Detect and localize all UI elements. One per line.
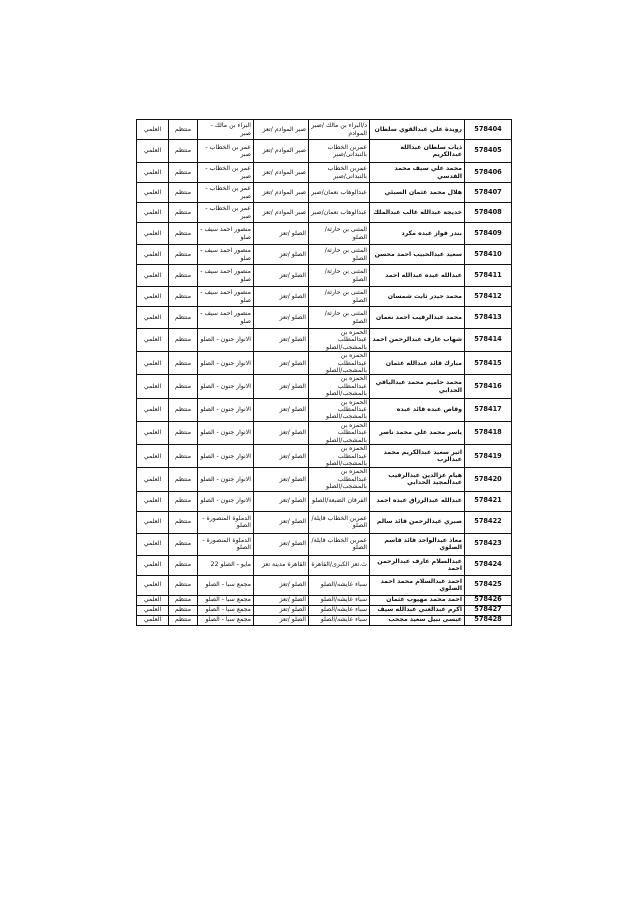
table-row <box>137 468 512 491</box>
seat-number-cell: 578415 <box>465 352 512 375</box>
status-cell: منتظم <box>169 615 198 625</box>
track-cell: العلمي <box>137 287 169 307</box>
track-cell: العلمي <box>137 445 169 468</box>
status-cell: منتظم <box>169 468 198 491</box>
seat-number-cell: 578423 <box>465 533 512 555</box>
status-cell: منتظم <box>169 203 198 223</box>
district-cell: الصلو /تعز <box>254 398 309 421</box>
table-row <box>137 595 512 605</box>
exam-center-cell: منصور احمد سيف - صلو <box>198 265 254 287</box>
district-cell: الصلو /تعز <box>254 329 309 352</box>
status-cell: منتظم <box>169 491 198 511</box>
status-cell: منتظم <box>169 183 198 203</box>
table-row <box>137 605 512 615</box>
district-cell: صبر الموادم /تعز <box>254 140 309 163</box>
status-cell: منتظم <box>169 307 198 329</box>
exam-center-cell: مجمع سبا - الصلو <box>198 595 254 605</box>
exam-center-cell: منصور احمد سيف - صلو <box>198 307 254 329</box>
track-cell: العلمي <box>137 183 169 203</box>
student-name-cell: هيام عزالدين عبدالرقيب عبدالمجيد الحدابي <box>370 468 465 491</box>
district-cell: الصلو /تعز <box>254 575 309 595</box>
status-cell: منتظم <box>169 163 198 183</box>
table-row <box>137 265 512 287</box>
school-cell: المثنى بن حارثة/الصلو <box>309 287 370 307</box>
exam-center-cell: الدملوة المنصورة - الصلو <box>198 533 254 555</box>
seat-number-cell: 578424 <box>465 555 512 575</box>
student-name-cell: رويدة علي عبدالقوي سلطان <box>370 120 465 140</box>
school-cell: المثنى بن حارثة/الصلو <box>309 307 370 329</box>
seat-number-cell: 578416 <box>465 375 512 398</box>
district-cell: الصلو /تعز <box>254 223 309 245</box>
school-cell: الحمزه بن عبدالمطلب بالمشجب/الصلو <box>309 375 370 398</box>
table-row <box>137 575 512 595</box>
status-cell: منتظم <box>169 223 198 245</box>
track-cell: العلمي <box>137 120 169 140</box>
status-cell: منتظم <box>169 265 198 287</box>
seat-number-cell: 578426 <box>465 595 512 605</box>
district-cell: الصلو /تعز <box>254 511 309 533</box>
status-cell: منتظم <box>169 555 198 575</box>
table-row <box>137 421 512 444</box>
seat-number-cell: 578425 <box>465 575 512 595</box>
exam-center-cell: الانوار جنون - الصلو <box>198 352 254 375</box>
school-cell: سباء عايشه/الصلو <box>309 595 370 605</box>
status-cell: منتظم <box>169 329 198 352</box>
district-cell: الصلو /تعز <box>254 421 309 444</box>
school-cell: الحمزه بن عبدالمطلب بالمشجب/الصلو <box>309 398 370 421</box>
district-cell: الصلو /تعز <box>254 615 309 625</box>
seat-number-cell: 578409 <box>465 223 512 245</box>
seat-number-cell: 578418 <box>465 421 512 444</box>
seat-number-cell: 578420 <box>465 468 512 491</box>
school-cell: عمربن الخطاب قايلة/الصلو <box>309 511 370 533</box>
student-name-cell: محمد حاميم محمد عبدالباقي الحدابي <box>370 375 465 398</box>
table-row <box>137 615 512 625</box>
status-cell: منتظم <box>169 287 198 307</box>
student-name-cell: خديجة عبدالله غالب عبدالملك <box>370 203 465 223</box>
exam-center-cell: مجمع سبا - الصلو <box>198 575 254 595</box>
exam-center-cell: الانوار جنون - الصلو <box>198 468 254 491</box>
table-row <box>137 223 512 245</box>
school-cell: د/البراء بن مالك /صبر الموادم <box>309 120 370 140</box>
student-roster-table <box>136 119 512 626</box>
district-cell: الصلو /تعز <box>254 468 309 491</box>
district-cell: الصلو /تعز <box>254 375 309 398</box>
student-name-cell: اكرم عبدالغني عبدالله سيف <box>370 605 465 615</box>
seat-number-cell: 578413 <box>465 307 512 329</box>
track-cell: العلمي <box>137 605 169 615</box>
exam-center-cell: الانوار جنون - الصلو <box>198 491 254 511</box>
school-cell: سباء عايشه/الصلو <box>309 575 370 595</box>
track-cell: العلمي <box>137 163 169 183</box>
exam-center-cell: الانوار جنون - الصلو <box>198 398 254 421</box>
status-cell: منتظم <box>169 533 198 555</box>
track-cell: العلمي <box>137 265 169 287</box>
district-cell: الصلو /تعز <box>254 245 309 265</box>
student-name-cell: عيسى نبيل سعيد مجحب <box>370 615 465 625</box>
table-row <box>137 352 512 375</box>
school-cell: سباء عايشه/الصلو <box>309 605 370 615</box>
district-cell: الصلو /تعز <box>254 265 309 287</box>
table-row <box>137 163 512 183</box>
table-row <box>137 120 512 140</box>
status-cell: منتظم <box>169 511 198 533</box>
school-cell: سباء عايشه/الصلو <box>309 615 370 625</box>
school-cell: الحمزه بن عبدالمطلب بالمشجب/الصلو <box>309 352 370 375</box>
school-cell: عمربن الخطاب بالنبدانى/صبر <box>309 163 370 183</box>
school-cell: عبدالوهاب نعمان/صبر <box>309 203 370 223</box>
track-cell: العلمي <box>137 555 169 575</box>
student-name-cell: بندر فواز عبده مكرد <box>370 223 465 245</box>
exam-center-cell: مجمع سبا - الصلو <box>198 605 254 615</box>
table-row <box>137 533 512 555</box>
track-cell: العلمي <box>137 595 169 605</box>
school-cell: المثنى بن حارثة/الصلو <box>309 245 370 265</box>
track-cell: العلمي <box>137 615 169 625</box>
district-cell: الصلو /تعز <box>254 533 309 555</box>
status-cell: منتظم <box>169 575 198 595</box>
student-name-cell: عبدالله عبده عبدالله احمد <box>370 265 465 287</box>
track-cell: العلمي <box>137 245 169 265</box>
exam-center-cell: عمر بن الخطاب - صبر <box>198 163 254 183</box>
status-cell: منتظم <box>169 398 198 421</box>
district-cell: القاهرة مدينة تعز <box>254 555 309 575</box>
student-name-cell: معاذ عبدالواحد قائد قاسم الصلوي <box>370 533 465 555</box>
exam-center-cell: منصور احمد سيف - صلو <box>198 223 254 245</box>
student-name-cell: صبري عبدالرحمن قائد سالم <box>370 511 465 533</box>
track-cell: العلمي <box>137 140 169 163</box>
seat-number-cell: 578422 <box>465 511 512 533</box>
exam-center-cell: مايو - الصلو 22 <box>198 555 254 575</box>
district-cell: صبر الموادم /تعز <box>254 203 309 223</box>
exam-center-cell: عمر بن الخطاب - صبر <box>198 140 254 163</box>
status-cell: منتظم <box>169 120 198 140</box>
student-name-cell: محمد علي سيف محمد القدسي <box>370 163 465 183</box>
seat-number-cell: 578414 <box>465 329 512 352</box>
track-cell: العلمي <box>137 575 169 595</box>
school-cell: عمربن الخطاب بالنبدانى/صبر <box>309 140 370 163</box>
exam-center-cell: منصور احمد سيف - صلو <box>198 245 254 265</box>
table-row <box>137 140 512 163</box>
district-cell: صبر الموادم /تعز <box>254 163 309 183</box>
track-cell: العلمي <box>137 307 169 329</box>
status-cell: منتظم <box>169 421 198 444</box>
exam-center-cell: البراء بن مالك - صبر <box>198 120 254 140</box>
exam-center-cell: مجمع سبا - الصلو <box>198 615 254 625</box>
exam-center-cell: الانوار جنون - الصلو <box>198 421 254 444</box>
student-name-cell: احمد عبدالسلام محمد احمد الصلوي <box>370 575 465 595</box>
student-name-cell: هلال محمد عثمان السبئي <box>370 183 465 203</box>
track-cell: العلمي <box>137 203 169 223</box>
status-cell: منتظم <box>169 375 198 398</box>
exam-center-cell: الانوار جنون - الصلو <box>198 375 254 398</box>
status-cell: منتظم <box>169 245 198 265</box>
school-cell: الحمزه بن عبدالمطلب بالمشجب/الصلو <box>309 445 370 468</box>
district-cell: الصلو /تعز <box>254 605 309 615</box>
roster-body <box>137 120 512 626</box>
seat-number-cell: 578406 <box>465 163 512 183</box>
seat-number-cell: 578428 <box>465 615 512 625</box>
table-row <box>137 491 512 511</box>
table-row <box>137 555 512 575</box>
seat-number-cell: 578411 <box>465 265 512 287</box>
table-row <box>137 245 512 265</box>
seat-number-cell: 578412 <box>465 287 512 307</box>
district-cell: الصلو /تعز <box>254 595 309 605</box>
exam-center-cell: الانوار جنون - الصلو <box>198 445 254 468</box>
table-row <box>137 203 512 223</box>
table-row <box>137 398 512 421</box>
track-cell: العلمي <box>137 533 169 555</box>
student-name-cell: محمد عبدالرقيب احمد نعمان <box>370 307 465 329</box>
seat-number-cell: 578410 <box>465 245 512 265</box>
district-cell: صبر الموادم /تعز <box>254 183 309 203</box>
track-cell: العلمي <box>137 329 169 352</box>
school-cell: ث.تعز الكبرى/القاهرة <box>309 555 370 575</box>
student-name-cell: احمد محمد مهيوب عثمان <box>370 595 465 605</box>
student-name-cell: ياسر محمد علي محمد ناصر <box>370 421 465 444</box>
district-cell: صبر الموادم /تعز <box>254 120 309 140</box>
school-cell: الحمزه بن عبدالمطلب بالمشجب/الصلو <box>309 468 370 491</box>
student-name-cell: محمد حيدر ثابت شمسان <box>370 287 465 307</box>
school-cell: الحمزه بن عبدالمطلب بالمشجب/الصلو <box>309 421 370 444</box>
exam-center-cell: الدملوة المنصورة - الصلو <box>198 511 254 533</box>
table-row <box>137 307 512 329</box>
track-cell: العلمي <box>137 421 169 444</box>
status-cell: منتظم <box>169 445 198 468</box>
track-cell: العلمي <box>137 491 169 511</box>
student-name-cell: مبارك قائد عبدالله عثمان <box>370 352 465 375</box>
school-cell: الحمزه بن عبدالمطلب بالمشجب/الصلو <box>309 329 370 352</box>
seat-number-cell: 578421 <box>465 491 512 511</box>
seat-number-cell: 578419 <box>465 445 512 468</box>
exam-center-cell: منصور احمد سيف - صلو <box>198 287 254 307</box>
table-row <box>137 375 512 398</box>
track-cell: العلمي <box>137 375 169 398</box>
exam-center-cell: عمر بن الخطاب - صبر <box>198 183 254 203</box>
track-cell: العلمي <box>137 511 169 533</box>
seat-number-cell: 578404 <box>465 120 512 140</box>
student-name-cell: وقاص عبده قائد عبده <box>370 398 465 421</box>
exam-center-cell: الانوار جنون - الصلو <box>198 329 254 352</box>
school-cell: المثنى بن حارثة/الصلو <box>309 223 370 245</box>
status-cell: منتظم <box>169 595 198 605</box>
district-cell: الصلو /تعز <box>254 352 309 375</box>
table-row <box>137 287 512 307</box>
table-row <box>137 329 512 352</box>
student-name-cell: عبدالسلام عارف عبدالرحمن احمد <box>370 555 465 575</box>
seat-number-cell: 578427 <box>465 605 512 615</box>
student-name-cell: شهاب عارف عبدالرحمن احمد <box>370 329 465 352</box>
school-cell: الفرقان الضبعة/الصلو <box>309 491 370 511</box>
school-cell: عبدالوهاب نعمان/صبر <box>309 183 370 203</box>
student-name-cell: اثير سعيد عبدالكريم محمد عبدالرب <box>370 445 465 468</box>
seat-number-cell: 578407 <box>465 183 512 203</box>
exam-center-cell: عمر بن الخطاب - صبر <box>198 203 254 223</box>
table-row <box>137 445 512 468</box>
track-cell: العلمي <box>137 468 169 491</box>
seat-number-cell: 578405 <box>465 140 512 163</box>
student-name-cell: عبدالله عبدالرزاق عبده احمد <box>370 491 465 511</box>
table-row <box>137 511 512 533</box>
student-name-cell: ذياب سلطان عبدالله عبدالكريم <box>370 140 465 163</box>
district-cell: الصلو /تعز <box>254 491 309 511</box>
district-cell: الصلو /تعز <box>254 307 309 329</box>
district-cell: الصلو /تعز <box>254 445 309 468</box>
status-cell: منتظم <box>169 140 198 163</box>
status-cell: منتظم <box>169 352 198 375</box>
track-cell: العلمي <box>137 398 169 421</box>
school-cell: المثنى بن حارثة/الصلو <box>309 265 370 287</box>
table-row <box>137 183 512 203</box>
seat-number-cell: 578408 <box>465 203 512 223</box>
district-cell: الصلو /تعز <box>254 287 309 307</box>
school-cell: عمربن الخطاب قايلة/الصلو <box>309 533 370 555</box>
status-cell: منتظم <box>169 605 198 615</box>
seat-number-cell: 578417 <box>465 398 512 421</box>
track-cell: العلمي <box>137 223 169 245</box>
track-cell: العلمي <box>137 352 169 375</box>
student-name-cell: سعيد عبدالحبيب احمد محسن <box>370 245 465 265</box>
